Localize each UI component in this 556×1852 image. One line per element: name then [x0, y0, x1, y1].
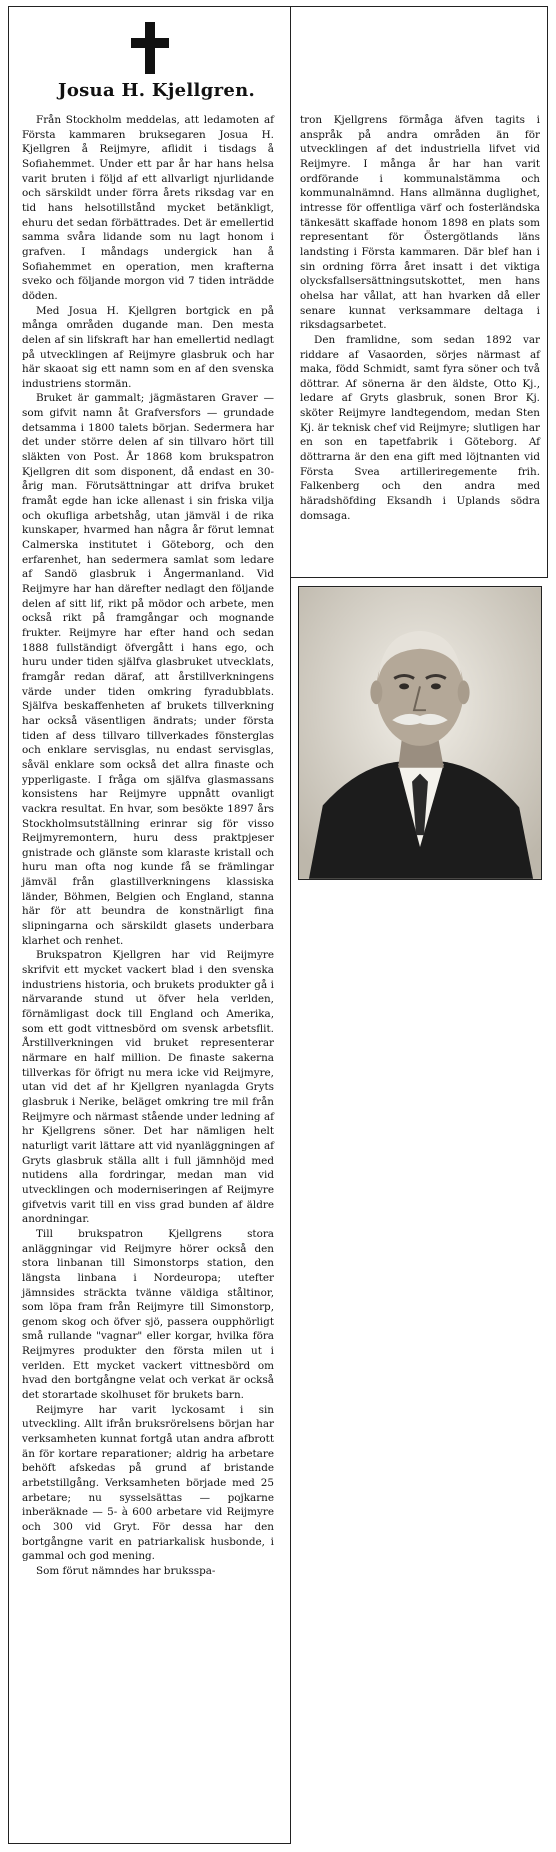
paragraph: Reijmyre har varit lyckosamt i sin utveckling. Allt ifrån bruksrörelsens början har verksamheten kunnat fortgå utan andra afbrott än för kortare reparationer; aldrig ha arbetare behöft afskedas på grund af bristande arbetstillgång. Verksamheten började med 25 arbetare; nu sysselsättas — pojkarne inberäknade — 5- à 600 arbetare vid Reijmyre och 300 vid Gryt. För dessa har den bortgångne varit en patriarkalisk husbonde, i gammal och god mening.: [22, 1403, 274, 1563]
article-title: Josua H. Kjellgren.: [58, 80, 256, 101]
paragraph: Med Josua H. Kjellgren bortgick en på många områden dugande man. Den mesta delen af sin lifskraft har han emellertid nedlagt på utvecklingen af Reijmyre glasbruk och har här skaoat sig ett namn som en af den svenska industriens stormän.: [22, 304, 274, 390]
cross-icon: [131, 22, 169, 74]
paragraph: Den framlidne, som sedan 1892 var riddare af Vasaorden, sörjes närmast af maka, född Schmidt, samt fyra söner och två döttrar. Af sönerna är den äldste, Otto Kj., ledare af Gryts glasbruk, sonen Bror Kj. sköter Reijmyre landtegendom, medan Sten Kj. är teknisk chef vid Reijmyre; slutligen har en son en tapetfabrik i Göteborg. Af döttrarna är den ena gift med löjtnanten vid Första Svea artilleriregemente frih. Falkenberg och den andra med häradshöfding Eksandh i Uplands södra domsaga.: [300, 333, 540, 522]
portrait-photo: [298, 586, 542, 880]
paragraph: Som förut nämndes har bruksspa-: [36, 1564, 216, 1577]
paragraph: Brukspatron Kjellgren har vid Reijmyre skrifvit ett mycket vackert blad i den svenska industriens historia, och brukets produkter gå i närvarande stund ut öfver hela verlden, förnämligast dock till England och Amerika, som ett godt vittnesbörd om svensk arbetsflit. Årstillverkningen vid bruket representerar närmare en half million. De finaste sakerna tillverkas för öfrigt nu mera icke vid Reijmyre, utan vid det af hr Kjellgren nyanlagda Gryts glasbruk i Nerike, beläget omkring tre mil från Reijmyre och närmast stående under ledning af hr Kjellgrens söner. Det har nämligen helt naturligt varit lättare att vid nyanläggningen af Gryts glasbruk ställa allt i full jämnhöjd med nutidens alla fordringar, medan man vid utvecklingen och moderniseringen af Reijmyre gifvetvis varit till en viss grad bunden af äldre anordningar.: [22, 949, 274, 1226]
article-body-right: [300, 113, 540, 523]
paragraph: Till brukspatron Kjellgrens stora anläggningar vid Reijmyre hörer också den stora linbanan till Simonstorps station, den längsta linbana i Nordeuropa; utefter jämnsides sträckta tvänne väldiga ståltinor, som löpa fram från Reijmyre till Simonstorp, genom skog och öfver sjö, passera oupphörligt små rullande "vagnar" eller korgar, hvilka föra Reijmyres produkter den första milen ut i verlden. Ett mycket vackert vittnesbörd om hvad den bortgångne velat och verkat är också det storartade skolhuset för brukets barn.: [22, 1227, 274, 1402]
article-body-left: [22, 113, 274, 1579]
paragraph: Från Stockholm meddelas, att ledamoten af Första kammaren bruksegaren Josua H. Kjellgren å Reijmyre, aflidit i tisdags å Sofiahemmet. Under ett par år har hans helsa varit bruten i följd af ett allvarligt njurlidande och särskildt under förra årets riksdag var en tid hans helsotillstånd mycket betänkligt, ehuru det sedan förbättrades. Det är emellertid samma svåra lidande som nu lagt honom i grafven. I måndags undergick han å Sofiahemmet en operation, men krafterna sveko och följande morgon vid 7 tiden inträdde döden.: [22, 114, 274, 302]
paragraph: tron Kjellgrens förmåga äfven tagits i anspråk på andra områden än för utvecklingen af det industriella lifvet vid Reijmyre. I många år har han varit ordförande i kommunalstämma och kommunalnämnd. Hans allmänna duglighet, intresse för offentliga värf och fosterländska tänkesätt skaffade honom 1898 en plats som representant för Östergötlands läns landsting i Första kammaren. Där blef han i sin ordning förra året insatt i det viktiga olycksfallsersättningsutskottet, men hans ohelsa har vållat, att han hvarken då eller senare kunnat verksammare deltaga i riksdagsarbetet.: [300, 114, 540, 332]
paragraph: Bruket är gammalt; jägmästaren Graver — som gifvit namn åt Grafversfors — grundade detsamma i 1800 talets början. Sedermera har det under större delen af sin tillvaro hört till släkten von Post. År 1868 kom brukspatron Kjellgren dit som disponent, då endast en 30-årig man. Förutsättningar att drifva bruket framåt egde han icke allenast i sin friska vilja och okufliga arbetshåg, utan jämväl i de rika kunskaper, hvarmed han några år förut lemnat Calmerska institutet i Göteborg, och den erfarenhet, han sedermera samlat som ledare af Sandö glasbruk i Ångermanland. Vid Reijmyre har han därefter nedlagt den följande delen af sitt lif, rikt på mödor och arbete, men också rikt på framgångar och mognande frukter. Reijmyre har efter hand och sedan 1888 fullständigt öfvergått i hans ego, och huru under tiden själfva glasbruket utvecklats, framgår redan däraf, att årstillverkningens värde under tiden omkring fyradubblats. Själfva beskaffenheten af brukets tillverkning har också väsentligen ändrats; under första tiden af dess tillvaro tillverkades fönsterglas och enklare servisglas, nu endast servisglas, såväl enklare som också det allra finaste och ypperligaste. I fråga om själfva glasmassans konsistens har Reijmyre uppnått ovanligt vackra resultat. En hvar, som besökte 1897 års Stockholmsutställning erinrar sig för visso Reijmyremontern, huru dess praktpjeser gnistrade och glänste som klaraste kristall och huru man ofta nog kunde få se främlingar jämväl från glastillverkningens klassiska länder, Böhmen, Belgien och England, stanna här för att beundra de konstnärligt fina slipningarna och särskildt glasets underbara klarhet och renhet.: [22, 392, 274, 947]
